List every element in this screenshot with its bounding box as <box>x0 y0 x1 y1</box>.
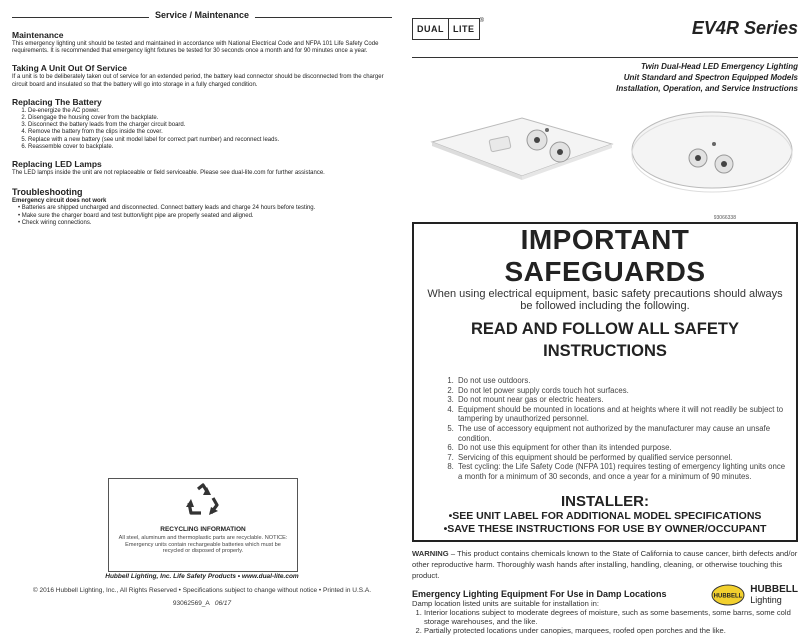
warning-text: – This product contains chemicals known to the State of California to cause cancer, birth defects and/or other reproductive harm. Thoroughly wash hands after installing, handling, cleaning, or otherwise touching this product. <box>412 548 798 580</box>
out-of-service-text: If a unit is to be deliberately taken out of service for an extended period, the battery lead connector should be disconnected from the charger circuit board and insulated so that the battery will go into storage in a fully charged condition. <box>12 74 384 88</box>
safety-list <box>420 376 790 482</box>
series-title: EV4R Series <box>691 18 798 38</box>
product-illustration <box>412 100 798 210</box>
read-follow-heading: READ AND FOLLOW ALL SAFETY INSTRUCTIONS <box>471 320 739 360</box>
battery-step: 4. Remove the battery from the clips inside the cover. <box>28 129 392 136</box>
dual-lite-logo <box>412 18 484 40</box>
battery-step: 5. Replace with a new battery (see unit model label for correct part number) and reconnect leads. <box>28 137 392 144</box>
subtitle-line: Unit Standard and Spectron Equipped Models <box>623 73 798 82</box>
service-header-title: Service / Maintenance <box>149 10 255 20</box>
maintenance-text: This emergency lighting unit should be tested and maintained in accordance with National Electrical Code and NFPA 101 Life Safety Code requirements. It is recommended that emergency light fixtures be tested for 30 seconds once a month and for 90 minutes once a year. <box>12 41 379 55</box>
hubbell-logo <box>711 584 798 606</box>
footer-copyright: © 2016 Hubbell Lighting, Inc., All Rights Reserved • Specifications subject to change without notice • Printed in U.S.A. <box>32 587 372 594</box>
product-image <box>412 100 798 221</box>
troubleshooting-item: • Make sure the charger board and test button/light pipe are properly seated and aligned. <box>18 213 392 220</box>
installer-line: •SEE UNIT LABEL FOR ADDITIONAL MODEL SPECIFICATIONS <box>448 509 762 522</box>
logo-left: DUAL <box>412 18 449 40</box>
safety-item: 2. Do not let power supply cords touch hot surfaces. <box>456 386 790 396</box>
hubbell-wordmark <box>750 585 798 605</box>
damp-item: 1. Interior locations subject to moderate degrees of moisture, such as some basements, some barns, some cold storage warehouses, and the like. <box>424 608 798 626</box>
battery-steps-list <box>12 108 392 151</box>
hubbell-badge-icon <box>711 584 745 606</box>
safety-item: 8. Test cycling: the Life Safety Code (NFPA 101) requires testing of emergency lighting units once a month for a minimum of 30 seconds, and once a year for a minimum of 90 minutes. <box>456 462 790 481</box>
out-of-service-title: Taking A Unit Out Of Service <box>12 63 127 74</box>
safety-item: 4. Equipment should be mounted in locations and at heights where it will not readily be subject to tampering by unauthorized personnel. <box>456 405 790 424</box>
doc-number: 93062569_A <box>172 600 210 607</box>
battery-step: 1. De-energize the AC power. <box>28 108 392 115</box>
header-divider <box>412 57 798 58</box>
safeguards-subtitle: When using electrical equipment, basic safety precautions should always be followed including the following. <box>427 288 783 312</box>
subtitle-line: Installation, Operation, and Service Instructions <box>616 84 798 93</box>
prop65-warning <box>412 548 798 581</box>
troubleshooting-item: • Check wiring connections. <box>18 220 392 227</box>
damp-intro: Damp location listed units are suitable for installation in: <box>412 598 599 608</box>
footer-doc-id <box>12 600 392 607</box>
damp-list <box>412 608 798 635</box>
brand-row <box>412 10 798 54</box>
installer-line: •SAVE THESE INSTRUCTIONS FOR USE BY OWNER/OCCUPANT <box>443 522 767 535</box>
service-header <box>12 10 392 24</box>
replacing-led-title: Replacing LED Lamps <box>12 159 102 170</box>
battery-step: 6. Reassemble cover to backplate. <box>28 144 392 151</box>
maintenance-title: Maintenance <box>12 30 64 40</box>
troubleshooting-item: • Batteries are shipped uncharged and disconnected. Connect battery leads and charge 24 hours before testing. <box>18 205 392 212</box>
troubleshooting-title: Troubleshooting <box>12 187 83 198</box>
damp-title: Emergency Lighting Equipment For Use in Damp Locations <box>412 588 667 599</box>
safety-item: 1. Do not use outdoors. <box>456 376 790 386</box>
replacing-battery-title: Replacing The Battery <box>12 96 102 107</box>
warning-label: WARNING <box>412 548 449 558</box>
doc-date: 06/17 <box>214 600 232 607</box>
hubbell-sub: Lighting <box>750 595 782 605</box>
image-part-number: 93066338 <box>713 215 736 221</box>
service-column <box>12 10 392 227</box>
installer-title: INSTALLER: <box>560 492 650 510</box>
logo-right: LITE <box>449 18 480 40</box>
hubbell-name: HUBBELL <box>750 584 798 595</box>
troubleshooting-list <box>12 205 392 227</box>
replacing-led-text: The LED lamps inside the unit are not replaceable or field serviceable. Please see dual-lite.com for further assistance. <box>12 170 325 177</box>
safety-item: 3. Do not mount near gas or electric heaters. <box>456 395 790 405</box>
safeguards-box <box>412 222 798 542</box>
safety-item: 5. The use of accessory equipment not authorized by the manufacturer may cause an unsafe condition. <box>456 424 790 443</box>
footer <box>12 573 392 607</box>
instructions-column <box>412 10 798 635</box>
recycling-info-box <box>108 478 298 572</box>
safety-item: 7. Servicing of this equipment should be performed by qualified service personnel. <box>456 453 790 463</box>
damp-item: 2. Partially protected locations under canopies, marquees, roofed open porches and the like. <box>424 626 798 635</box>
troubleshooting-subtitle: Emergency circuit does not work <box>12 198 107 205</box>
safety-item: 6. Do not use this equipment for other than its intended purpose. <box>456 443 790 453</box>
recycling-text: All steel, aluminum and thermoplastic parts are recyclable. NOTICE: Emergency units contain rechargeable batteries which must be recycled or disposed of properly. <box>118 535 288 555</box>
safeguards-title: IMPORTANT SAFEGUARDS <box>504 224 706 287</box>
footer-company: Hubbell Lighting, Inc. Life Safety Products • www.dual-lite.com <box>105 573 299 580</box>
recycling-title: RECYCLING INFORMATION <box>160 526 246 533</box>
battery-step: 3. Disconnect the battery leads from the charger circuit board. <box>28 122 392 129</box>
recycle-icon <box>183 483 223 519</box>
logo-mark: ® <box>479 18 484 24</box>
subtitle-line: Twin Dual-Head LED Emergency Lighting <box>640 62 798 71</box>
hubbell-badge-text: HUBBELL <box>713 593 743 600</box>
battery-step: 2. Disengage the housing cover from the backplate. <box>28 115 392 122</box>
product-subtitle <box>412 61 798 94</box>
